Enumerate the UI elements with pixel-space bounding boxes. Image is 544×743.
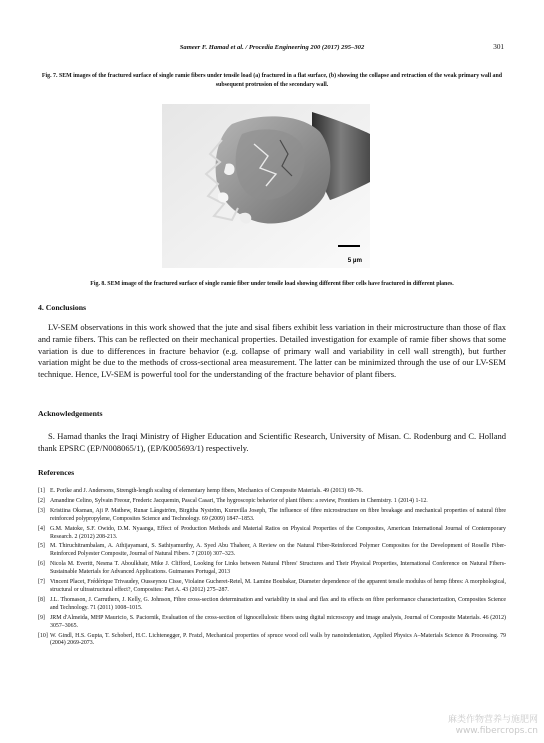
- reference-text: Amandine Celino, Sylvain Freour, Frederic Jacquemin, Pascal Casari, The hygroscopic behavior of plant fibers: a review, Frontiers in Chemistry. 1 (2014) 1-12.: [50, 497, 428, 504]
- scale-bar: [338, 245, 360, 247]
- reference-text: G.M. Matoke, S.F. Owido, D.M. Nyaanga, Effect of Production Methods and Material Ratios on Physical Properties of the Composites, American International Journal of Contemporary Research. 2 (2012) 208-213.: [50, 525, 506, 540]
- reference-text: Nicola M. Everitt, Nesma T. Aboulkhair, Mike J. Clifford, Looking for Links between Natural Fibres' Structures and Their Physical Properties, International Conference on Natural Fibers-Sustainable Materials for Advanced Applications. Guimaraes Portugal, 2013: [50, 561, 506, 576]
- sem-fiber-illustration: [162, 104, 370, 268]
- acknowledgements-heading: Acknowledgements: [38, 409, 103, 418]
- reference-text: E. Porike and J. Andersons, Strength-length scaling of elementary hemp fibers, Mechanics of Composite Materials. 49 (2013) 69-76.: [50, 488, 363, 494]
- reference-text: JRM d'Almeida, MHP Mauricio, S. Paciornik, Evaluation of the cross-section of lignocellulosic fibers using digital microscopy and image analysis, Journal of Composite Materials. 46 (2012) 3057–3065.: [50, 614, 506, 629]
- reference-number: [5]: [38, 543, 45, 550]
- reference-number: [8]: [38, 596, 45, 603]
- reference-number: [3]: [38, 507, 45, 514]
- reference-item: [38, 488, 506, 496]
- acknowledgements-paragraph: S. Hamad thanks the Iraqi Ministry of Higher Education and Scientific Research, University of Misan. C. Rodenburg and C. Holland thank EPSRC (EP/N008065/1), (EP/K005693/1) respectively.: [38, 431, 506, 453]
- site-watermark: [448, 715, 538, 737]
- reference-list: [38, 488, 506, 650]
- reference-item: [38, 597, 506, 613]
- scale-bar-label: 5 µm: [347, 257, 362, 264]
- reference-item: [38, 543, 506, 559]
- figure-7-caption: Fig. 7. SEM images of the fractured surface of single ramie fibers under tensile load (a) fractured in a flat surface, (b) showing the collapse and retraction of the weak primary wall and subsequent protrusion of the secondary wall.: [41, 73, 503, 88]
- references-heading: References: [38, 468, 75, 477]
- reference-number: [9]: [38, 614, 45, 621]
- reference-text: J.L. Thomason, J. Carruthers, J. Kelly, G. Johnson, Fibre cross-section determination and variability in sisal and flax and its effects on fibre performance characterization, Composites Science and Technology. 71 (2011) 1008–1015.: [50, 596, 506, 611]
- figure-8-caption: Fig. 8. SEM image of the fractured surface of single ramie fiber under tensile load showing different fiber cells have fractured in different planes.: [90, 281, 454, 287]
- reference-number: [6]: [38, 561, 45, 568]
- page-number: 301: [493, 43, 504, 51]
- reference-number: [7]: [38, 579, 45, 586]
- watermark-title: 麻类作物营养与施肥网: [447, 715, 538, 725]
- reference-text: W. Gindl, H.S. Gupta, T. Schoberl, H.C. Lichtenegger, P. Fratzl, Mechanical properties of spruce wood cell walls by nanoindentation, Applied Physics A–Materials Science & Processing. 79 (2004) 2069-2073.: [50, 632, 506, 647]
- reference-number: [2]: [38, 497, 45, 504]
- reference-text: M. Thiruchitrambalam, A. Athijayamani, S. Sathiyamurthy, A. Syed Abu Thaheer, A Review on the Natural Fiber-Reinforced Polymer Composites for the Development of Roselle Fiber-Reinforced Polyester Composite, Journal of Natural Fibers. 7 (2010) 307–323.: [50, 543, 506, 558]
- reference-item: [38, 526, 506, 542]
- conclusions-heading: 4. Conclusions: [38, 303, 87, 312]
- reference-item: [38, 498, 506, 506]
- watermark-url: www.fibercrops.cn: [455, 726, 538, 736]
- reference-text: Vincent Placet, Frédérique Trivaudey, Ousseynou Cisse, Violaine Gucheret-Retel, M. Lamine Boubakar, Diameter dependence of the apparent tensile modulus of hemp fibres: A morphological, structural or ultrastructural effect?, Composites: Part A. 43 (2012) 275–287.: [50, 579, 506, 593]
- running-header-citation: Sameer F. Hamad et al. / Procedia Engineering 200 (2017) 295–302: [179, 44, 365, 51]
- figure-8-sem-image: [162, 104, 370, 268]
- reference-number: [10]: [38, 632, 48, 639]
- reference-number: [1]: [38, 488, 45, 494]
- reference-item: [38, 633, 506, 649]
- reference-text: Kristiina Oksman, Aji P. Mathew, Runar Långström, Birgitha Nyström, Kuruvilla Joseph, The influence of fibre microstructure on fibre breakage and mechanical properties of natural fibre reinforced polypropylene, Composites Science and Technology. 69 (2009) 1847–1853.: [50, 507, 506, 522]
- reference-item: [38, 508, 506, 524]
- reference-number: [4]: [38, 525, 45, 532]
- reference-item: [38, 579, 506, 595]
- reference-item: [38, 561, 506, 577]
- conclusions-paragraph: LV-SEM observations in this work showed that the jute and sisal fibers exhibit less variation in their microstructure than those of flax and ramie fibers. This can be reflected on their mechanical properties. Detailed investigation for example of ramie fiber shows that some variation is due to differences in fracture behavior (e.g. collapse of primary wall and variability in cell wall strength), but further variation might be due to the methods of cross-sectional area measurement. The latter can be minimized through the use of our LV-SEM technique. Hence, LV-SEM is powerful tool for the understanding of the fracture behavior of plant fibers.: [38, 322, 506, 380]
- reference-item: [38, 615, 506, 631]
